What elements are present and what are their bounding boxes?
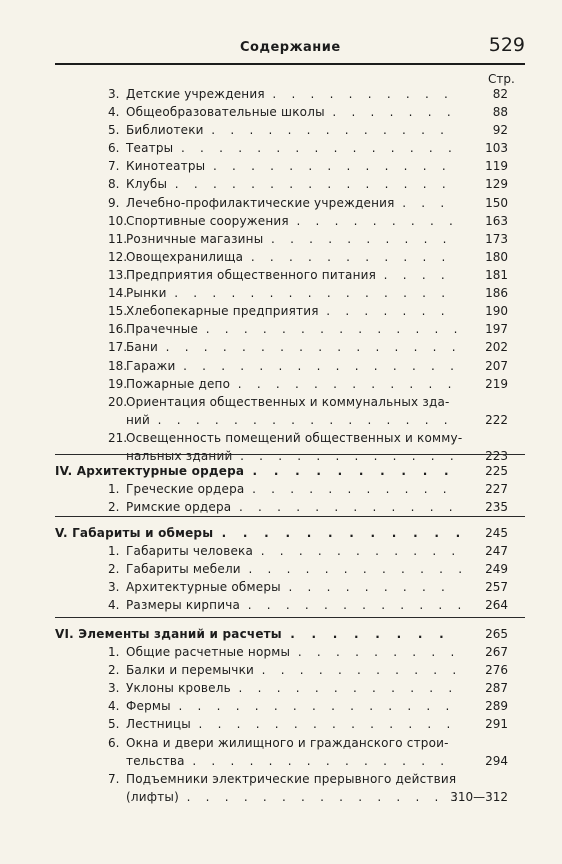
entry-number: 5. [108, 123, 120, 137]
toc-entry [108, 213, 460, 229]
entry-page-number: 265 [485, 627, 508, 641]
toc-entry [108, 195, 452, 211]
entry-number: 6. [108, 141, 120, 155]
dot-leaders: . . . . . . . . . . . . [240, 562, 470, 576]
toc-entry-continuation [126, 789, 465, 805]
entry-page-number: 92 [492, 123, 508, 137]
entry-number: 12. [108, 250, 128, 264]
entry-title-continuation: нальных зданий [126, 449, 233, 463]
entry-number: 14. [108, 286, 128, 300]
entry-title: Овощехранилища [126, 250, 244, 264]
entry-title: Клубы [126, 177, 168, 191]
entry-title-continuation: тельства [126, 754, 185, 768]
entry-number: 18. [108, 359, 128, 373]
entry-title: Прачечные [126, 322, 199, 336]
toc-entry [108, 267, 452, 283]
entry-title: Габариты мебели [126, 562, 241, 576]
entry-page-number: 245 [485, 526, 508, 540]
entry-number: 3. [108, 580, 120, 594]
entry-title: Пожарные депо [126, 377, 231, 391]
dot-leaders: . . . . . . . . [281, 627, 453, 641]
entry-title: Библиотеки [126, 123, 204, 137]
entry-title: Спортивные сооружения [126, 214, 289, 228]
entry-page-number: 186 [485, 286, 508, 300]
toc-entry [108, 543, 463, 559]
entry-title: Предприятия общественного питания [126, 268, 377, 282]
entry-title-continuation: (лифты) [126, 790, 179, 804]
dot-leaders: . . . . . . . . . . . . . . [190, 717, 458, 731]
entry-title: Театры [126, 141, 174, 155]
dot-leaders: . . . . . . . . . . . . . . [198, 322, 466, 336]
entry-title: Греческие ордера [126, 482, 245, 496]
entry-page-number: 289 [485, 699, 508, 713]
entry-page-number: 207 [485, 359, 508, 373]
entry-page-number: 129 [485, 177, 508, 191]
dot-leaders: . . . . . . . . . [288, 214, 461, 228]
entry-number: 2. [108, 500, 120, 514]
entry-title: Лечебно-профилактические учреждения [126, 196, 395, 210]
toc-entry [108, 597, 469, 613]
toc-entry-continuation [126, 448, 461, 464]
entry-page-number: 249 [485, 562, 508, 576]
dot-leaders: . . . . . . . . . . . . [240, 598, 469, 612]
toc-entry [108, 303, 452, 319]
toc-entry [108, 122, 452, 138]
toc-entry [108, 662, 464, 678]
entry-title: Гаражи [126, 359, 176, 373]
entry-title: Размеры кирпича [126, 598, 241, 612]
entry-number: 1. [108, 482, 120, 496]
toc-entry [108, 158, 453, 174]
entry-title: Кинотеатры [126, 159, 206, 173]
entry-number: 13. [108, 268, 128, 282]
entry-title: Римские ордера [126, 500, 232, 514]
dot-leaders: . . . . . . . . . . [244, 464, 457, 478]
entry-title: Ориентация общественных и коммунальных зда- [126, 395, 450, 409]
entry-page-number: 227 [485, 482, 508, 496]
entry-number: 4. [108, 105, 120, 119]
entry-page-number: 310—312 [450, 790, 508, 804]
entry-number: 21. [108, 431, 128, 445]
entry-title: Освещенность помещений общественных и комму- [126, 431, 463, 445]
entry-page-number: 173 [485, 232, 508, 246]
toc-entry [108, 499, 460, 515]
entry-number: 17. [108, 340, 128, 354]
toc-entry [108, 579, 453, 595]
entry-page-number: 219 [485, 377, 508, 391]
dot-leaders: . . . . . . . . . . . . . . . . [150, 413, 456, 427]
dot-leaders: . . . . . . . . . . . . . [205, 159, 454, 173]
dot-leaders: . . . . . . . . . . . . . . . [173, 141, 460, 155]
toc-entry [108, 481, 454, 497]
entry-number: 4. [108, 598, 120, 612]
entry-page-number: 197 [485, 322, 508, 336]
dot-leaders: . . . . [376, 268, 453, 282]
toc-entry [108, 86, 455, 102]
dot-leaders: . . . . . . . . . . . . . . . [170, 699, 457, 713]
entry-title: Общеобразовательные школы [126, 105, 325, 119]
entry-page-number: 287 [485, 681, 508, 695]
dot-leaders: . . . . . . . . . . . [243, 250, 453, 264]
entry-page-number: 276 [485, 663, 508, 677]
toc-entry [108, 771, 456, 787]
dot-leaders: . . . [394, 196, 452, 210]
entry-page-number: 163 [485, 214, 508, 228]
dot-leaders: . . . . . . . . . . . . . . [184, 754, 452, 768]
entry-title: Уклоны кровель [126, 681, 231, 695]
entry-number: 1. [108, 645, 120, 659]
section-title: V. Габариты и обмеры [55, 526, 214, 540]
entry-title-continuation: ний [126, 413, 151, 427]
section-heading [55, 525, 469, 541]
entry-number: 4. [108, 699, 120, 713]
toc-entry [108, 430, 462, 446]
toc-entry [108, 698, 457, 714]
entry-title: Лестницы [126, 717, 191, 731]
entry-page-number: 103 [485, 141, 508, 155]
entry-number: 15. [108, 304, 128, 318]
toc-entry [108, 104, 458, 120]
entry-page-number: 150 [485, 196, 508, 210]
toc-entry-continuation [126, 753, 452, 769]
entry-page-number: 235 [485, 500, 508, 514]
entry-page-number: 190 [485, 304, 508, 318]
entry-title: Балки и перемычки [126, 663, 255, 677]
dot-leaders: . . . . . . . . . . . [254, 663, 464, 677]
dot-leaders: . . . . . . . . . . . . . . . [175, 359, 462, 373]
entry-title: Бани [126, 340, 159, 354]
toc-entry [108, 339, 463, 355]
entry-page-number: 82 [492, 87, 508, 101]
dot-leaders: . . . . . . . . . . . [253, 544, 463, 558]
entry-number: 7. [108, 159, 120, 173]
entry-page-number: 119 [485, 159, 508, 173]
toc-entry [108, 394, 450, 410]
dot-leaders: . . . . . . . . . . . . . . . [166, 286, 453, 300]
entry-page-number: 247 [485, 544, 508, 558]
toc-entry [108, 285, 453, 301]
section-divider [55, 516, 525, 517]
entry-page-number: 180 [485, 250, 508, 264]
entry-number: 8. [108, 177, 120, 191]
entry-page-number: 264 [485, 598, 508, 612]
dot-leaders: . . . . . . . . . . [264, 87, 456, 101]
dot-leaders: . . . . . . . . . . . . . . . . [158, 340, 464, 354]
entry-page-number: 222 [485, 413, 508, 427]
section-heading [55, 463, 457, 479]
entry-number: 7. [108, 772, 120, 786]
entry-page-number: 223 [485, 449, 508, 463]
entry-title: Рынки [126, 286, 167, 300]
dot-leaders: . . . . . . . . . . [263, 232, 455, 246]
entry-title: Розничные магазины [126, 232, 264, 246]
toc-entry [108, 358, 462, 374]
entry-page-number: 291 [485, 717, 508, 731]
section-divider [55, 617, 525, 618]
dot-leaders: . . . . . . . . . . . . . [203, 123, 452, 137]
entry-page-number: 225 [485, 464, 508, 478]
entry-number: 5. [108, 717, 120, 731]
entry-number: 3. [108, 681, 120, 695]
toc-entry [108, 176, 453, 192]
toc-entry [108, 561, 470, 577]
entry-number: 10. [108, 214, 128, 228]
entry-number: 2. [108, 562, 120, 576]
entry-title: Архитектурные обмеры [126, 580, 281, 594]
dot-leaders: . . . . . . . [318, 304, 453, 318]
dot-leaders: . . . . . . . . . . . . [213, 526, 469, 540]
entry-title: Фермы [126, 699, 171, 713]
toc-entry [108, 376, 459, 392]
toc-entry [108, 680, 460, 696]
entry-title: Общие расчетные нормы [126, 645, 291, 659]
entry-title: Хлебопекарные предприятия [126, 304, 319, 318]
entry-number: 6. [108, 736, 120, 750]
page-column-label: Стр. [488, 72, 515, 86]
toc-entry [108, 644, 462, 660]
entry-page-number: 257 [485, 580, 508, 594]
dot-leaders: . . . . . . . [324, 105, 459, 119]
toc-entry [108, 231, 454, 247]
entry-number: 19. [108, 377, 128, 391]
dot-leaders: . . . . . . . . . . . . . . . [167, 177, 454, 191]
entry-title: Габариты человека [126, 544, 254, 558]
toc-entry [108, 735, 449, 751]
toc-entry [108, 716, 458, 732]
header-rule [55, 63, 525, 65]
dot-leaders: . . . . . . . . . . . . [230, 681, 460, 695]
toc-entry [108, 140, 459, 156]
entry-number: 11. [108, 232, 128, 246]
entry-title: Подъемники электрические прерывного действия [126, 772, 457, 786]
entry-number: 9. [108, 196, 120, 210]
toc-entry [108, 321, 465, 337]
dot-leaders: . . . . . . . . . . . . [230, 377, 460, 391]
dot-leaders: . . . . . . . . . . . . [232, 449, 462, 463]
entry-page-number: 267 [485, 645, 508, 659]
entry-number: 20. [108, 395, 128, 409]
dot-leaders: . . . . . . . . . . . . . . . [178, 790, 466, 804]
entry-number: 2. [108, 663, 120, 677]
dot-leaders: . . . . . . . . . [290, 645, 462, 659]
section-divider [55, 454, 525, 455]
dot-leaders: . . . . . . . . . . . [244, 482, 455, 496]
section-title: VI. Элементы зданий и расчеты [55, 627, 282, 641]
entry-title: Окна и двери жилищного и гражданского строи- [126, 736, 449, 750]
entry-page-number: 202 [485, 340, 508, 354]
entry-page-number: 88 [492, 105, 508, 119]
dot-leaders: . . . . . . . . . [280, 580, 453, 594]
entry-number: 1. [108, 544, 120, 558]
running-title: Содержание [240, 40, 341, 55]
page-number: 529 [488, 34, 525, 56]
section-heading [55, 626, 452, 642]
page-header [55, 34, 525, 62]
entry-page-number: 294 [485, 754, 508, 768]
dot-leaders: . . . . . . . . . . . . [231, 500, 461, 514]
entry-number: 3. [108, 87, 120, 101]
section-title: IV. Архитектурные ордера [55, 464, 245, 478]
entry-title: Детские учреждения [126, 87, 265, 101]
entry-number: 16. [108, 322, 128, 336]
toc-entry [108, 249, 453, 265]
entry-page-number: 181 [485, 268, 508, 282]
toc-entry-continuation [126, 412, 455, 428]
